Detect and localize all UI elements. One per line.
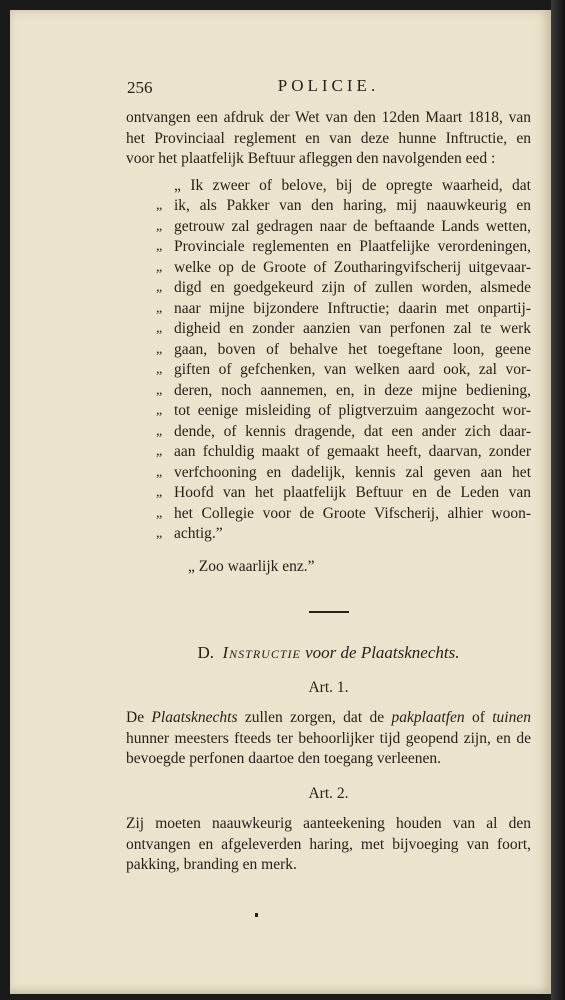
page-edge [551, 0, 565, 1000]
oath-line [126, 237, 531, 258]
oath-line [126, 258, 531, 279]
article-body [126, 814, 531, 876]
page-text [126, 76, 531, 876]
oath-line-text: naar mijne bijzondere Inftructie; daarin met onpartij- [174, 299, 531, 317]
oath-text [126, 176, 531, 545]
section-title-caps: Instructie [222, 643, 301, 662]
oath-line [126, 381, 531, 402]
oath-line-text: deren, noch aannemen, en, in deze mijne bediening, [174, 381, 531, 399]
oath-line-text: het Collegie voor de Groote Vifscherij, alhier woon- [174, 504, 531, 522]
article-text-segment: Zij moeten naauwkeurig aanteekening houden van al den ontvangen en afgeleverden haring, met bijvoeging van foort, pakking, branding en merk. [126, 815, 531, 873]
article-body [126, 708, 531, 770]
page-number: 256 [127, 78, 153, 97]
quote-mark: „ [156, 259, 163, 275]
quote-mark: „ [156, 239, 163, 254]
oath-line-text: getrouw zal gedragen naar de beftaande Lands wetten, [174, 217, 531, 235]
quote-mark: „ [156, 444, 163, 459]
oath-line-text: verfchooning en dadelijk, kennis zal geven aan het [174, 463, 531, 481]
oath-line [126, 176, 531, 197]
oath-line-text: gaan, boven of behalve het toegeftane loon, geene [174, 340, 531, 358]
ink-speck [255, 913, 258, 917]
article-text-segment: zullen zorgen, dat de [237, 709, 392, 726]
quote-mark: „ [156, 280, 163, 295]
quote-mark: „ [156, 362, 163, 377]
section-divider [309, 611, 349, 613]
oath-line-text: achtig.” [174, 525, 223, 542]
section-title-rest: voor de Plaatsknechts. [305, 643, 460, 662]
oath-line-text: aan fchuldig maakt of gemaakt heeft, daarvan, zonder [174, 443, 531, 460]
intro-line: ontvangen een afdruk der Wet van den 12den Maart 1818, van [126, 109, 531, 126]
oath-line-text: Provinciale reglementen en Plaatfelijke verordeningen, [174, 238, 531, 255]
quote-mark: „ [156, 300, 163, 316]
article-text-segment: De [126, 709, 152, 726]
quote-mark: „ [156, 464, 163, 480]
intro-line: voor het plaatfelijk Beftuur afleggen den navolgenden eed : [126, 150, 496, 167]
article-heading: Art. 2. [308, 784, 349, 802]
articles [126, 678, 531, 876]
oath-line [126, 299, 531, 320]
quote-mark: „ [156, 198, 163, 213]
oath-line [126, 422, 531, 443]
oath-line [126, 463, 531, 484]
page-header [126, 76, 531, 108]
oath-line [126, 278, 531, 299]
intro-line: het Provinciaal reglement en van deze hunne Inftructie, en [126, 129, 531, 147]
quote-mark: „ [156, 341, 163, 357]
oath-line-text: dende, of kennis dragende, dat een ander zich daar- [174, 422, 531, 440]
oath-line-text: ik, als Pakker van den haring, mij naauwkeurig en [174, 197, 531, 214]
oath-line-text: „ Ik zweer of belove, bij de opregte waarheid, dat [174, 176, 531, 194]
oath-line-text: giften of gefchenken, van welken aard ook, zal vor- [174, 361, 531, 378]
intro-paragraph [126, 108, 531, 170]
oath-line [126, 217, 531, 238]
oath-line-text: digd en goedgekeurd zijn of zullen worden, alsmede [174, 279, 531, 296]
oath-line [126, 360, 531, 381]
quote-mark: „ [156, 218, 163, 234]
section-letter: D. [197, 643, 215, 662]
article-text-segment: tuinen [492, 709, 531, 726]
oath-line-text: welke op de Groote of Zoutharingvifscherij uitgevaar- [174, 258, 531, 276]
oath-line-text: digheid en zonder aanzien van perfonen zal te werk [174, 320, 531, 337]
oath-closing: „ Zoo waarlijk enz.” [188, 557, 315, 575]
oath-line [126, 340, 531, 361]
quote-mark: „ [156, 321, 163, 336]
running-head: POLICIE. [277, 76, 380, 95]
oath-line [126, 483, 531, 504]
article-text-segment: pakplaatfen [391, 709, 465, 726]
quote-mark: „ [156, 505, 163, 521]
article-heading: Art. 1. [308, 678, 349, 696]
oath-line-text: Hoofd van het plaatfelijk Beftuur en de Leden van [174, 484, 531, 501]
oath-line [126, 401, 531, 422]
quote-mark: „ [156, 382, 163, 398]
quote-mark: „ [156, 485, 163, 500]
oath-line [126, 196, 531, 217]
oath-line [126, 442, 531, 463]
article-text-segment: Plaatsknechts [151, 709, 238, 726]
quote-mark: „ [156, 526, 163, 541]
quote-mark: „ [156, 423, 163, 439]
oath-line [126, 524, 531, 545]
quote-mark: „ [156, 403, 163, 418]
oath-line-text: tot eenige misleiding of pligtverzuim aangezocht wor- [174, 402, 531, 419]
oath-line [126, 504, 531, 525]
oath-line [126, 319, 531, 340]
section-heading [126, 643, 531, 664]
article-text-segment: hunner meesters fteeds ter behoorlijker tijd geopend zijn, en de bevoegde perfonen daartoe den toegang verleenen. [126, 729, 531, 767]
article-text-segment: of [464, 709, 493, 726]
